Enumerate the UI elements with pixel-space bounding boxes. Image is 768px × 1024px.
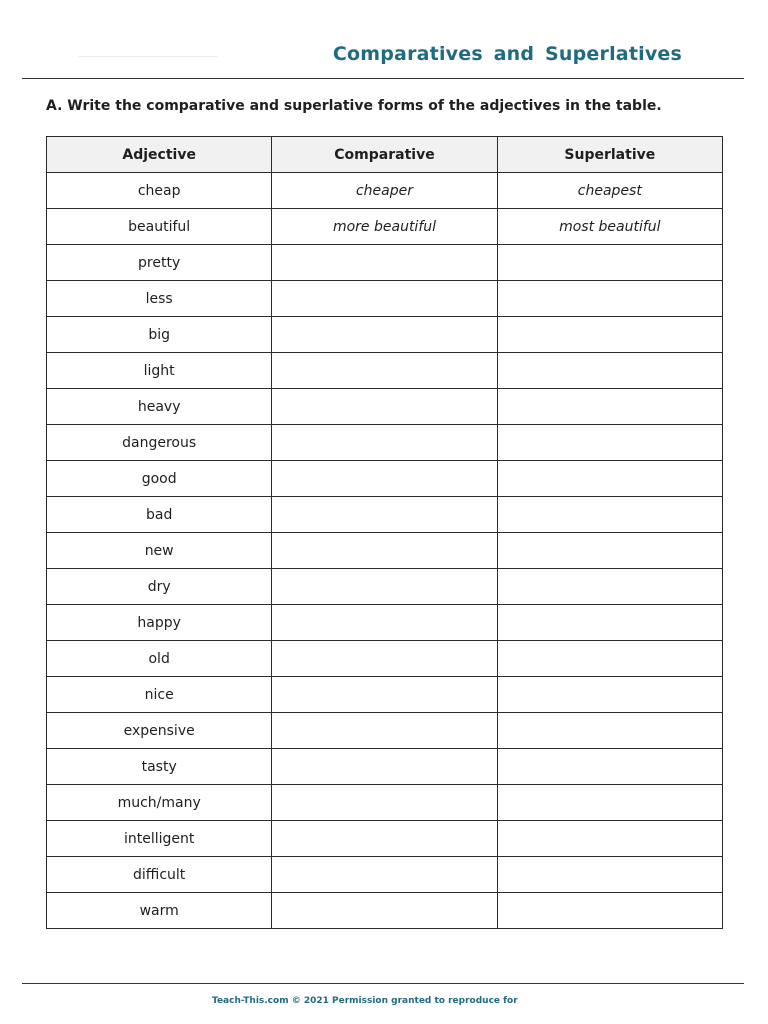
comparative-answer-cell[interactable]: cheaper [272, 173, 497, 209]
superlative-answer-cell[interactable] [497, 749, 722, 785]
comparative-answer-cell[interactable] [272, 749, 497, 785]
adjective-cell: big [47, 317, 272, 353]
comparative-answer-cell[interactable] [272, 425, 497, 461]
table-row [47, 353, 723, 389]
adjective-cell: dangerous [47, 425, 272, 461]
header-divider [22, 78, 744, 79]
adjective-cell: good [47, 461, 272, 497]
superlative-answer-cell[interactable] [497, 461, 722, 497]
superlative-answer-cell[interactable] [497, 497, 722, 533]
table-row [47, 605, 723, 641]
superlative-answer-cell[interactable] [497, 893, 722, 929]
superlative-answer-cell[interactable] [497, 533, 722, 569]
table-row [47, 173, 723, 209]
table-row [47, 857, 723, 893]
comparative-answer-cell[interactable] [272, 533, 497, 569]
adjective-table [46, 136, 723, 929]
table-row [47, 209, 723, 245]
comparative-answer-cell[interactable] [272, 641, 497, 677]
table-row [47, 317, 723, 353]
superlative-answer-cell[interactable] [497, 353, 722, 389]
superlative-answer-cell[interactable] [497, 677, 722, 713]
table-row [47, 749, 723, 785]
table-row [47, 245, 723, 281]
superlative-answer-cell[interactable] [497, 821, 722, 857]
adjective-cell: less [47, 281, 272, 317]
table-row [47, 677, 723, 713]
page-title: Comparatives and Superlatives [332, 43, 682, 65]
adjective-cell: new [47, 533, 272, 569]
table-body [47, 173, 723, 929]
comparative-answer-cell[interactable] [272, 461, 497, 497]
adjective-cell: expensive [47, 713, 272, 749]
comparative-answer-cell[interactable] [272, 605, 497, 641]
comparative-answer-cell[interactable] [272, 677, 497, 713]
table-row [47, 821, 723, 857]
comparative-answer-cell[interactable] [272, 569, 497, 605]
comparative-answer-cell[interactable] [272, 857, 497, 893]
superlative-answer-cell[interactable] [497, 281, 722, 317]
table-row [47, 461, 723, 497]
superlative-answer-cell[interactable] [497, 389, 722, 425]
column-header-comparative: Comparative [272, 137, 497, 173]
table-row [47, 533, 723, 569]
adjective-cell: dry [47, 569, 272, 605]
adjective-cell: nice [47, 677, 272, 713]
footer-divider [22, 983, 744, 984]
superlative-answer-cell[interactable] [497, 569, 722, 605]
comparative-answer-cell[interactable] [272, 893, 497, 929]
comparative-answer-cell[interactable] [272, 389, 497, 425]
comparative-answer-cell[interactable] [272, 713, 497, 749]
adjective-cell: old [47, 641, 272, 677]
copyright-footer: Teach-This.com © 2021 Permission granted to reproduce for [212, 996, 518, 1006]
comparative-answer-cell[interactable] [272, 353, 497, 389]
table-row [47, 713, 723, 749]
table-row [47, 425, 723, 461]
superlative-answer-cell[interactable] [497, 245, 722, 281]
superlative-answer-cell[interactable] [497, 857, 722, 893]
superlative-answer-cell[interactable] [497, 713, 722, 749]
superlative-answer-cell[interactable]: most beautiful [497, 209, 722, 245]
comparative-answer-cell[interactable] [272, 317, 497, 353]
comparative-answer-cell[interactable] [272, 821, 497, 857]
adjective-cell: intelligent [47, 821, 272, 857]
adjective-cell: light [47, 353, 272, 389]
table-row [47, 497, 723, 533]
adjective-cell: happy [47, 605, 272, 641]
table-row [47, 785, 723, 821]
superlative-answer-cell[interactable] [497, 317, 722, 353]
superlative-answer-cell[interactable]: cheapest [497, 173, 722, 209]
comparative-answer-cell[interactable]: more beautiful [272, 209, 497, 245]
adjective-cell: pretty [47, 245, 272, 281]
comparative-answer-cell[interactable] [272, 281, 497, 317]
superlative-answer-cell[interactable] [497, 785, 722, 821]
table-header-row [47, 137, 723, 173]
adjective-cell: beautiful [47, 209, 272, 245]
comparative-answer-cell[interactable] [272, 785, 497, 821]
comparative-answer-cell[interactable] [272, 497, 497, 533]
superlative-answer-cell[interactable] [497, 641, 722, 677]
column-header-superlative: Superlative [497, 137, 722, 173]
table-row [47, 569, 723, 605]
column-header-adjective: Adjective [47, 137, 272, 173]
superlative-answer-cell[interactable] [497, 425, 722, 461]
table-row [47, 641, 723, 677]
adjective-cell: tasty [47, 749, 272, 785]
adjective-cell: cheap [47, 173, 272, 209]
adjective-cell: heavy [47, 389, 272, 425]
adjective-cell: warm [47, 893, 272, 929]
exercise-instruction: A. Write the comparative and superlative forms of the adjectives in the table. [46, 98, 662, 114]
decorative-line [78, 56, 218, 57]
adjective-cell: much/many [47, 785, 272, 821]
table-row [47, 893, 723, 929]
adjective-cell: difficult [47, 857, 272, 893]
table-row [47, 389, 723, 425]
adjective-cell: bad [47, 497, 272, 533]
superlative-answer-cell[interactable] [497, 605, 722, 641]
comparative-answer-cell[interactable] [272, 245, 497, 281]
table-row [47, 281, 723, 317]
